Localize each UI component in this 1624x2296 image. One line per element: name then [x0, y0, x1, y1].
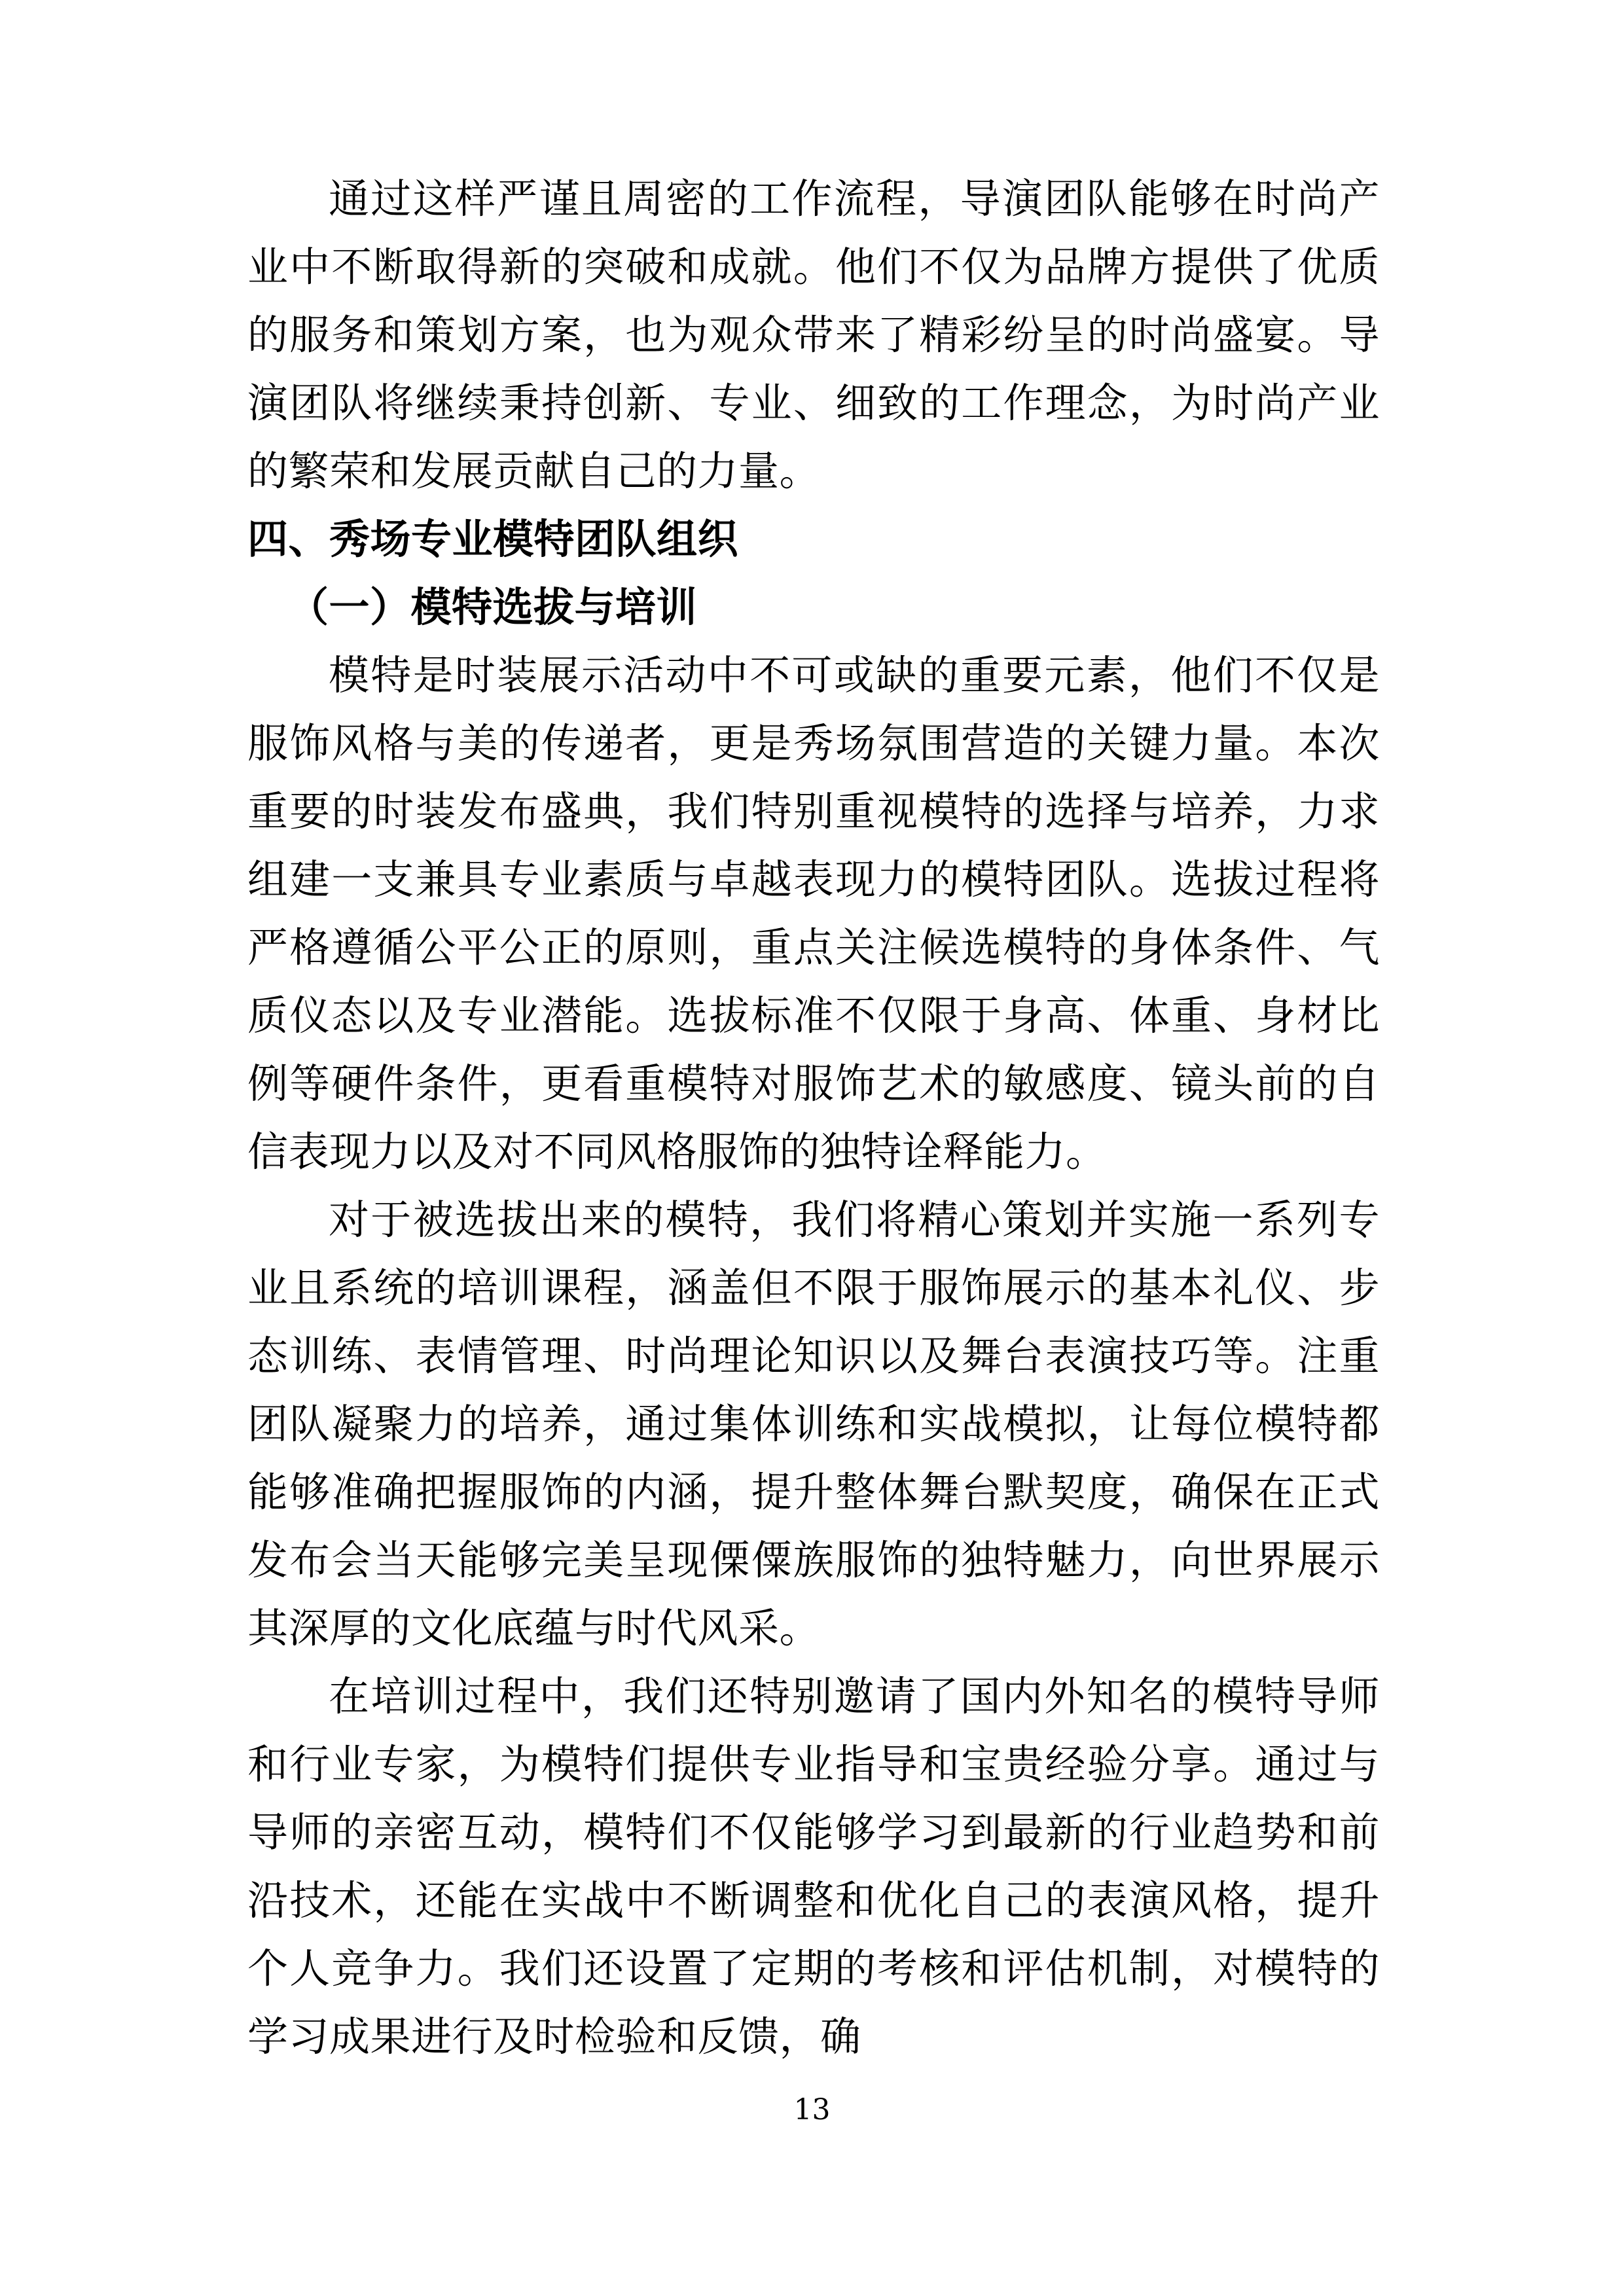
subsection-heading-one: （一）模特选拔与培训 [288, 583, 698, 631]
page-number: 13 [793, 2093, 831, 2126]
section-heading-four: 四、秀场专业模特团队组织 [247, 515, 739, 563]
body-paragraph-4: 在培训过程中，我们还特别邀请了国内外知名的模特导师和行业专家，为模特们提供专业指导和宝贵经验分享。通过与导师的亲密互动，模特们不仅能够学习到最新的行业趋势和前沿技术，还能在实战中不断调整和优化自己的表演风格，提升个人竞争力。我们还设置了定期的考核和评估机制，对模特的学习成果进行及时检验和反馈，确 [247, 1672, 1380, 2060]
body-paragraph-2: 模特是时装展示活动中不可或缺的重要元素，他们不仅是服饰风格与美的传递者，更是秀场氛围营造的关键力量。本次重要的时装发布盛典，我们特别重视模特的选择与培养，力求组建一支兼具专业素质与卓越表现力的模特团队。选拔过程将严格遵循公平公正的原则，重点关注候选模特的身体条件、气质仪态以及专业潜能。选拔标准不仅限于身高、体重、身材比例等硬件条件，更看重模特对服饰艺术的敏感度、镜头前的自信表现力以及对不同风格服饰的独特诠释能力。 [247, 651, 1380, 1175]
page-body-text-column [247, 165, 1380, 2071]
body-paragraph-1: 通过这样严谨且周密的工作流程，导演团队能够在时尚产业中不断取得新的突破和成就。他们不仅为品牌方提供了优质的服务和策划方案，也为观众带来了精彩纷呈的时尚盛宴。导演团队将继续秉持创新、专业、细致的工作理念，为时尚产业的繁荣和发展贡献自己的力量。 [247, 175, 1380, 495]
body-paragraph-3: 对于被选拔出来的模特，我们将精心策划并实施一系列专业且系统的培训课程，涵盖但不限于服饰展示的基本礼仪、步态训练、表情管理、时尚理论知识以及舞台表演技巧等。注重团队凝聚力的培养，通过集体训练和实战模拟，让每位模特都能够准确把握服饰的内涵，提升整体舞台默契度，确保在正式发布会当天能够完美呈现傈僳族服饰的独特魅力，向世界展示其深厚的文化底蕴与时代风采。 [247, 1196, 1380, 1652]
